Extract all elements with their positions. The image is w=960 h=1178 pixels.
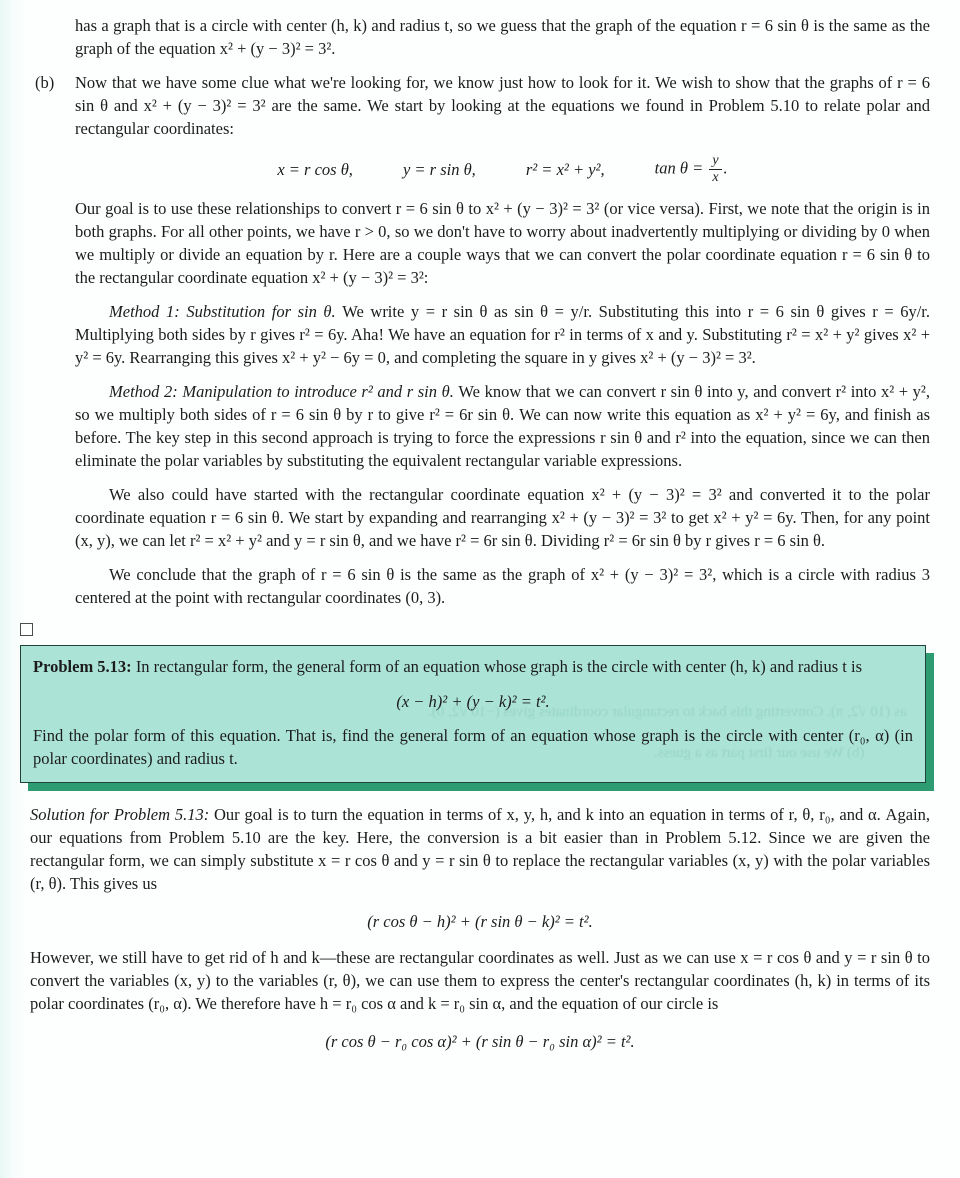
part-b-paragraph-2: Our goal is to use these relationships to convert r = 6 sin θ to x² + (y − 3)² = 3² (or vice versa). First, we note that the origin is in both graphs. For all other points, we have r > 0, so we don't have to worry about inadvertently multiplying or dividing by 0 when we multiply or divide an equation by r. Here are a couple ways that we can convert the polar coordinate equation r = 6 sin θ to the rectangular coordinate equation x² + (y − 3)² = 3²: <box>75 199 930 287</box>
solution-lead: Solution for Problem 5.13: <box>30 805 210 824</box>
solution-paragraph-2: However, we still have to get rid of h and k—these are rectangular coordinates as well. Just as we can use x = r cos θ and y = r sin θ to convert the variables (x, y) to the variables (r, θ), we can use them to express the center's rectangular coordinates (h, k) in terms of its polar coordinates (r₀, α). We therefore have h = r₀ cos α and k = r₀ sin α, and the equation of our circle is <box>30 948 930 1013</box>
problem-box <box>20 645 926 783</box>
equation-tan-theta <box>655 154 728 185</box>
method1-paragraph <box>75 300 930 369</box>
problem-equation: (x − h)² + (y − k)² = t². <box>396 692 550 711</box>
part-b-paragraph-1: Now that we have some clue what we're looking for, we know just how to look for it. We wish to show that the graphs of r = 6 sin θ and x² + (y − 3)² = 3² are the same. We start by looking at the equations we found in Problem 5.10 to relate polar and rectangular coordinates: <box>75 73 930 138</box>
method2-paragraph <box>75 380 930 472</box>
conclusion-paragraph: We conclude that the graph of r = 6 sin θ is the same as the graph of x² + (y − 3)² = 3², which is a circle with radius 3 centered at the point with rectangular coordinates (0, 3). <box>75 565 930 607</box>
problem-task-text: Find the polar form of this equation. That is, find the general form of an equation whose graph is the circle with center (r₀, α) (in polar coordinates) and radius t. <box>33 726 913 768</box>
rectangular-to-polar-paragraph: We also could have started with the rectangular coordinate equation x² + (y − 3)² = 3² and converted it to the polar coordinate equation r = 6 sin θ. We start by expanding and rearranging x² + (y − 3)² = 3² to get x² + y² = 6y. Then, for any point (x, y), we can let r² = x² + y² and y = r sin θ, and we have r² = 6r sin θ. Dividing r² = 6r sin θ by r gives r = 6 sin θ. <box>75 485 930 550</box>
method1-lead: Method 1: Substitution for sin θ. <box>109 302 336 321</box>
method2-text: We know that we can convert r sin θ into y, and convert r² into x² + y², so we multiply both sides of r = 6 sin θ by r to give r² = 6r sin θ. We can now write this equation as x² + y² = 6y, and finish as before. The key step in this second approach is trying to force the expressions r sin θ and r² into the equation, since we can then eliminate the polar variables by substituting the equivalent rectangular variable expressions. <box>75 382 930 470</box>
problem-intro-text: In rectangular form, the general form of an equation whose graph is the circle with center (h, k) and radius t is <box>131 657 863 676</box>
fraction-denominator: x <box>712 170 719 185</box>
tan-equation-period: . <box>723 158 728 178</box>
end-of-solution-square-icon <box>20 623 33 636</box>
solution-paragraph-1 <box>30 803 930 895</box>
display-equations-row <box>75 154 930 185</box>
fraction-y-over-x <box>709 154 721 185</box>
part-b-section <box>30 71 930 609</box>
solution-equation-1: (r cos θ − h)² + (r sin θ − k)² = t². <box>367 912 593 931</box>
solution-section <box>30 803 930 1053</box>
page-bleed-through-text: as (10 √2, π). Converting this back to rectangular coordinates gives (−10 √2, 0). <box>428 704 907 720</box>
solution-equation-2: (r cos θ − r₀ cos α)² + (r sin θ − r₀ sin α)² = t². <box>325 1032 635 1051</box>
part-b-content <box>75 71 930 609</box>
equation-r-squared: r² = x² + y², <box>525 160 605 179</box>
equation-x-rcos: x = r cos θ, <box>277 160 353 179</box>
intro-paragraph: has a graph that is a circle with center (h, k) and radius t, so we guess that the graph of the equation r = 6 sin θ is the same as the graph of the equation x² + (y − 3)² = 3². <box>75 16 930 58</box>
method1-text: We write y = r sin θ as sin θ = y/r. Substituting this into r = 6 sin θ gives r = 6y/r. Multiplying both sides by r gives r² = 6y. Aha! We have an equation for r² in terms of x and y. Substituting r² = x² + y² gives x² + y² = 6y. Rearranging this gives x² + y² − 6y = 0, and completing the square in y gives x² + (y − 3)² = 3². <box>75 302 930 367</box>
method2-lead: Method 2: Manipulation to introduce r² and r sin θ. <box>109 382 454 401</box>
problem-title: Problem 5.13: <box>33 657 132 676</box>
tan-equation-prefix: tan θ = <box>654 158 708 178</box>
page-bleed-through-text: (b) We use our first part as a guess. <box>654 745 865 761</box>
equation-y-rsin: y = r sin θ, <box>402 160 476 179</box>
solution-text: Our goal is to turn the equation in terms of x, y, h, and k into an equation in terms of r, θ, r₀, and α. Again, our equations from Problem 5.10 are the key. Here, the conversion is a bit easier than in Problem 5.12. Since we are given the rectangular form, we can simply substitute x = r cos θ and y = r sin θ to replace the rectangular variables (x, y) with the polar variables (r, θ). This gives us <box>30 805 930 893</box>
problem-statement <box>33 655 913 678</box>
fraction-numerator: y <box>709 154 721 170</box>
part-b-label: (b) <box>35 73 55 92</box>
